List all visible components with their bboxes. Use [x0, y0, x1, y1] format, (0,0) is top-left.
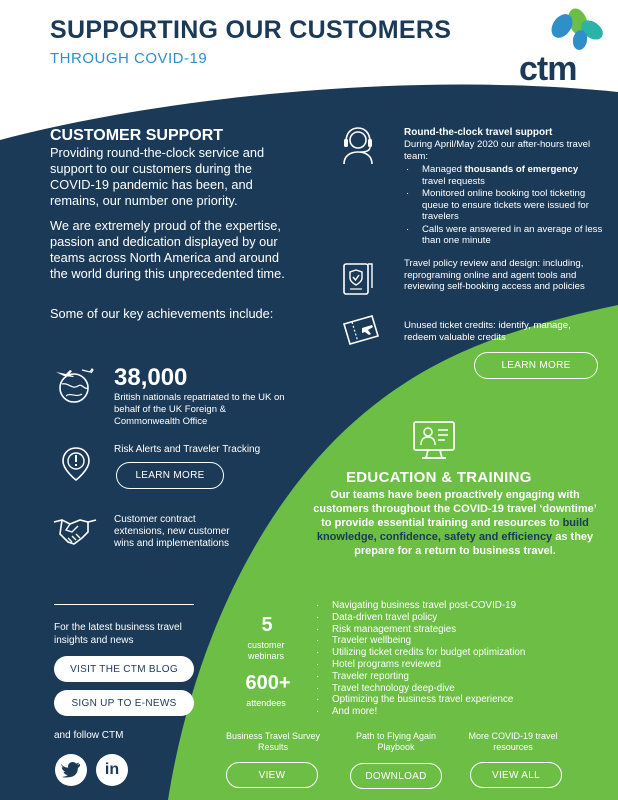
list-item: · And more! [314, 706, 604, 718]
ticket-plane-icon [338, 314, 382, 348]
ctm-logo-text: ctm [519, 50, 577, 88]
policy-document-icon [340, 258, 376, 298]
visit-blog-button[interactable]: VISIT THE CTM BLOG [54, 656, 194, 682]
travel-support-intro: During April/May 2020 our after-hours travel team: [404, 139, 591, 162]
travel-support-heading: Round-the-clock travel support [404, 127, 553, 138]
list-item: · Managed thousands of emergency travel requests [404, 164, 604, 187]
travel-support-learn-more-button[interactable]: LEARN MORE [474, 352, 598, 379]
playbook-label: Path to Flying Again Playbook [355, 731, 437, 752]
list-item: · Utilizing ticket credits for budget optimization [314, 647, 604, 659]
risk-learn-more-button[interactable]: LEARN MORE [116, 462, 224, 489]
webinar-topics-list [314, 600, 604, 718]
globe-plane-icon [52, 364, 96, 408]
download-playbook-button[interactable]: DOWNLOAD [350, 763, 442, 789]
attendees-number: 600+ [245, 672, 291, 694]
view-all-resources-button[interactable]: VIEW ALL [470, 762, 562, 788]
webinars-number: 5 [261, 614, 273, 636]
twitter-icon[interactable] [55, 754, 87, 786]
list-item: · Calls were answered in an average of less than one minute [404, 224, 604, 247]
travel-support-list [404, 164, 604, 248]
headset-agent-icon [338, 124, 378, 166]
covid-resources-label: More COVID-19 travel resources [468, 731, 558, 752]
repatriated-description: British nationals repatriated to the UK on behalf of the UK Foreign & Commonwealth Office [114, 392, 285, 427]
page-subtitle: THROUGH COVID-19 [50, 50, 208, 67]
list-item: · Data-driven travel policy [314, 612, 604, 624]
list-item: · Navigating business travel post-COVID-19 [314, 600, 604, 612]
risk-alerts-text: Risk Alerts and Traveler Tracking [114, 444, 261, 455]
unused-credits-text: Unused ticket credits: identify, manage, redeem valuable credits [404, 320, 571, 343]
view-survey-button[interactable]: VIEW [226, 762, 318, 788]
survey-results-label: Business Travel Survey Results [225, 731, 321, 752]
list-item: · Hotel programs reviewed [314, 659, 604, 671]
contract-extensions-text: Customer contract extensions, new customer wins and implementations [114, 514, 230, 549]
education-heading: EDUCATION & TRAINING [346, 469, 532, 486]
list-item: · Traveler reporting [314, 671, 604, 683]
latest-insights-text: For the latest business travel insights and news [54, 622, 182, 646]
linkedin-label: in [104, 761, 120, 778]
twitter-bird-icon [61, 762, 81, 778]
webinars-label: customer webinars [247, 640, 285, 661]
linkedin-icon[interactable] [96, 754, 128, 786]
list-item: · Traveler wellbeing [314, 635, 604, 647]
repatriated-number: 38,000 [114, 364, 188, 391]
follow-ctm-text: and follow CTM [54, 730, 124, 741]
customer-support-heading: CUSTOMER SUPPORT [50, 127, 224, 144]
divider-line [54, 604, 194, 605]
policy-review-text: Travel policy review and design: including, reprograming online and agent tools and reviewing self-booking access and policies [404, 258, 585, 292]
list-item: · Optimizing the business travel experience [314, 694, 604, 706]
page-title: SUPPORTING OUR CUSTOMERS [50, 16, 452, 44]
attendees-label: attendees [246, 698, 286, 708]
alert-pin-icon [60, 446, 92, 482]
handshake-icon [52, 512, 98, 548]
enews-signup-button[interactable]: SIGN UP TO E-NEWS [54, 690, 194, 716]
list-item: · Travel technology deep-dive [314, 683, 604, 695]
computer-training-icon [410, 418, 458, 462]
customer-support-paragraph-3: Some of our key achievements include: [50, 306, 274, 321]
list-item: · Monitored online booking tool ticketing queue to ensure tickets were issued for travelers [404, 188, 604, 223]
customer-support-paragraph-2: We are extremely proud of the expertise, passion and dedication displayed by our teams across North America and around the world during this unprecedented time. [50, 218, 285, 281]
education-paragraph: Our teams have been proactively engaging with customers throughout the COVID-19 travel ‘downtime’ to provide essential training and resources to build knowledge, confidence, safety and efficiency as they prepare for a return to business travel. [313, 489, 597, 557]
customer-support-paragraph-1: Providing round-the-clock service and support to our customers during the COVID-19 pandemic has been, and remains, our number one priority. [50, 145, 265, 208]
list-item: · Risk management strategies [314, 624, 604, 636]
